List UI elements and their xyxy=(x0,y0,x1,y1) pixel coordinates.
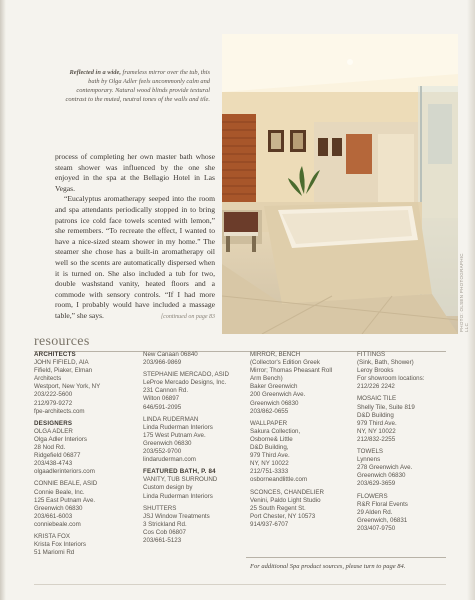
resource-line: Greenwich 06830 xyxy=(34,504,83,512)
resource-line: MOSAIC TILE xyxy=(357,395,397,403)
resource-line: 212/751-3333 xyxy=(250,468,289,476)
article-body xyxy=(55,152,215,322)
resource-entry xyxy=(34,351,138,416)
resource-line: 203/222-5600 xyxy=(34,391,73,399)
resource-line: WALLPAPER xyxy=(250,419,288,427)
resource-line: fpe-architects.com xyxy=(34,407,85,415)
wood-blinds xyxy=(222,114,256,206)
resource-line: 200 Greenwich Ave. xyxy=(250,391,306,399)
resource-line: 203/966-9869 xyxy=(143,359,182,367)
caption-text: frameless mirror over the tub, this bath by Olga Adler feels uncommonly calm and contemporary. Natural wood blinds provide textural contrast to the muted, neutral tones of the walls and tile. xyxy=(65,69,210,103)
resource-entry xyxy=(250,351,354,416)
resource-line: 203/862-0655 xyxy=(250,407,289,415)
resource-heading: FEATURED BATH, P. 84 xyxy=(143,468,216,476)
resource-line: Lynnens xyxy=(357,456,381,464)
resource-line: OLGA ADLER xyxy=(34,427,73,435)
resource-line: (Collector's Edition Greek xyxy=(250,359,320,367)
body-paragraph: “Eucalyptus aromatherapy seeped into the room and spa attendants periodically stopped in to bring patrons ice cold face towels scented with lemon,” she remembers. “To recreate the effect, I wanted to have a nice-sized steam shower in my home.” The steamer she chose has a built-in aromatherapy oil well so the scents are automatically dispersed when it is turned on. She also included a tub for two, double washstand vanity, heated floors and a commode with sensory controls. “If I had more room, I probably would have included a massage table,” she says. xyxy=(55,194,215,320)
resource-line: D&D Building, xyxy=(250,444,289,452)
resource-entry xyxy=(143,371,247,411)
resource-entry xyxy=(250,489,354,529)
resource-line: 175 West Putnam Ave. xyxy=(143,431,206,439)
resource-line: Arm Bench) xyxy=(250,375,283,383)
resource-entry xyxy=(250,420,354,485)
resource-entry xyxy=(143,505,247,545)
resource-line: STEPHANIE MERCADO, ASID xyxy=(143,371,229,379)
resource-line: 203/661-5123 xyxy=(143,536,182,544)
resource-line: 979 Third Ave. xyxy=(250,452,290,460)
resource-line: Architects xyxy=(34,375,62,383)
resource-line: 203/552-9700 xyxy=(143,448,182,456)
resource-line: R&R Floral Events xyxy=(357,500,408,508)
resource-line: 979 Third Ave. xyxy=(357,419,397,427)
resource-line: Greenwich 06830 xyxy=(250,399,299,407)
resource-entry xyxy=(143,468,247,500)
footer-note-divider xyxy=(246,557,446,558)
resource-entry xyxy=(357,395,461,444)
resource-line: 125 East Putnam Ave. xyxy=(34,496,96,504)
resource-line: lindaruderman.com xyxy=(143,456,196,464)
resource-line: Linda Ruderman Interiors xyxy=(143,492,213,500)
resource-line: TOWELS xyxy=(357,448,384,456)
resource-line: Osborne& Little xyxy=(250,435,293,443)
resource-entry xyxy=(34,480,138,529)
resource-line: 212/226 2242 xyxy=(357,383,395,391)
resource-line: 29 Alden Rd. xyxy=(357,508,393,516)
photo-credit: PHOTO: OLSEN PHOTOGRAPHIC LLC xyxy=(459,253,469,332)
resource-line: Mirror; Thomas Pheasant Roll xyxy=(250,367,333,375)
resources-column-1 xyxy=(34,351,138,561)
resource-line: FLOWERS xyxy=(357,492,388,500)
resource-line: For showroom locations: xyxy=(357,375,425,383)
photo-caption xyxy=(62,68,210,104)
resource-line: 203/629-3659 xyxy=(357,480,396,488)
resource-line: Greenwich, 06831 xyxy=(357,516,408,524)
resource-line: MIRROR, BENCH xyxy=(250,351,301,358)
resource-line: D&D Building xyxy=(357,411,394,419)
resource-line: olgaadlerinteriors.com xyxy=(34,468,95,476)
resource-line: Greenwich 06830 xyxy=(143,439,192,447)
resource-line: SCONCES, CHANDELIER xyxy=(250,488,324,496)
caption-lead: Reflected in a wide, xyxy=(69,69,121,76)
continued-note: [continued on page 83 xyxy=(160,313,215,320)
resource-line: NY, NY 10022 xyxy=(357,427,396,435)
resource-line: Krista Fox Interiors xyxy=(34,541,86,549)
resource-line: Cos Cob 06807 xyxy=(143,528,186,536)
footer-note: For additional Spa product sources, please turn to page 84. xyxy=(250,563,406,570)
resource-line: 231 Cannon Rd. xyxy=(143,387,189,395)
page-gutter-shadow xyxy=(0,0,6,600)
bathroom-illustration xyxy=(222,34,458,334)
resources-title: resources xyxy=(34,334,90,349)
resource-line: 212/979-9272 xyxy=(34,399,73,407)
resource-entry xyxy=(357,351,461,391)
resource-line: 203/407-9750 xyxy=(357,524,396,532)
resources-column-2 xyxy=(143,351,247,549)
resource-line: SHUTTERS xyxy=(143,504,177,512)
resource-line: Custom design by xyxy=(143,484,193,492)
towel-stack xyxy=(224,212,258,232)
resource-line: Sakura Collection, xyxy=(250,427,301,435)
resource-entry xyxy=(34,533,138,557)
resource-line: Olga Adler Interiors xyxy=(34,435,87,443)
resource-line: LINDA RUDERMAN xyxy=(143,415,199,423)
resources-column-3 xyxy=(250,351,354,533)
resource-line: Fifield, Piaker, Elman xyxy=(34,367,93,375)
resource-line: FITTINGS xyxy=(357,351,386,358)
resource-entry xyxy=(34,420,138,477)
resource-line: Leroy Brooks xyxy=(357,367,394,375)
resource-entry xyxy=(143,416,247,465)
resource-line: Ridgefield 06877 xyxy=(34,452,81,460)
resource-line: Baker Greenwich xyxy=(250,383,298,391)
resource-line: 914/937-6707 xyxy=(250,520,289,528)
resource-line: VANITY, TUB SURROUND xyxy=(143,476,218,484)
resource-line: JSJ Window Treatments xyxy=(143,512,210,520)
resource-line: LeProe Mercado Designs, Inc. xyxy=(143,379,227,387)
resource-line: 51 Mariomi Rd xyxy=(34,549,75,557)
resource-line: Port Chester, NY 10573 xyxy=(250,512,316,520)
resource-line: KRISTA FOX xyxy=(34,532,70,540)
page-bottom-rule xyxy=(34,584,446,585)
resource-line: Venini, Paldo Light Studio xyxy=(250,496,321,504)
resource-line: New Canaan 06840 xyxy=(143,351,198,358)
resource-line: NY, NY 10022 xyxy=(250,460,289,468)
body-paragraph: process of completing her own master bath whose steam shower was influenced by the one she enjoyed in the spa at the Bellagio Hotel in Las Vegas. xyxy=(55,152,215,193)
resource-line: 203/661-6003 xyxy=(34,512,73,520)
resource-line: 28 Nod Rd. xyxy=(34,444,66,452)
resource-line: conniebeale.com xyxy=(34,520,81,528)
resource-line: Wilton 06897 xyxy=(143,395,180,403)
resource-line: Linda Ruderman Interiors xyxy=(143,423,213,431)
resource-line: (Sink, Bath, Shower) xyxy=(357,359,414,367)
resource-line: 25 South Regent St. xyxy=(250,504,306,512)
resource-line: 203/438-4743 xyxy=(34,460,73,468)
resource-line: osborneandlittle.com xyxy=(250,476,308,484)
resource-line: JOHN FIFIELD, AIA xyxy=(34,359,89,367)
resource-line: 278 Greenwich Ave. xyxy=(357,464,413,472)
resource-line: 646/591-2095 xyxy=(143,403,182,411)
bathroom-photo xyxy=(222,34,458,334)
resource-line: 212/832-2255 xyxy=(357,435,396,443)
resource-heading: DESIGNERS xyxy=(34,419,73,427)
resource-entry xyxy=(357,448,461,488)
resource-line: Greenwich 06830 xyxy=(357,472,406,480)
resources-column-4 xyxy=(357,351,461,537)
resource-line: Connie Beale, Inc. xyxy=(34,488,85,496)
resource-line: CONNIE BEALE, ASID xyxy=(34,480,98,488)
resource-heading: ARCHITECTS xyxy=(34,351,76,358)
resource-entry xyxy=(143,351,247,367)
resource-entry xyxy=(357,493,461,533)
resource-line: 3 Strickland Rd. xyxy=(143,520,187,528)
resource-line: Shelly Tile, Suite 819 xyxy=(357,403,415,411)
resource-line: Westport, New York, NY xyxy=(34,383,101,391)
